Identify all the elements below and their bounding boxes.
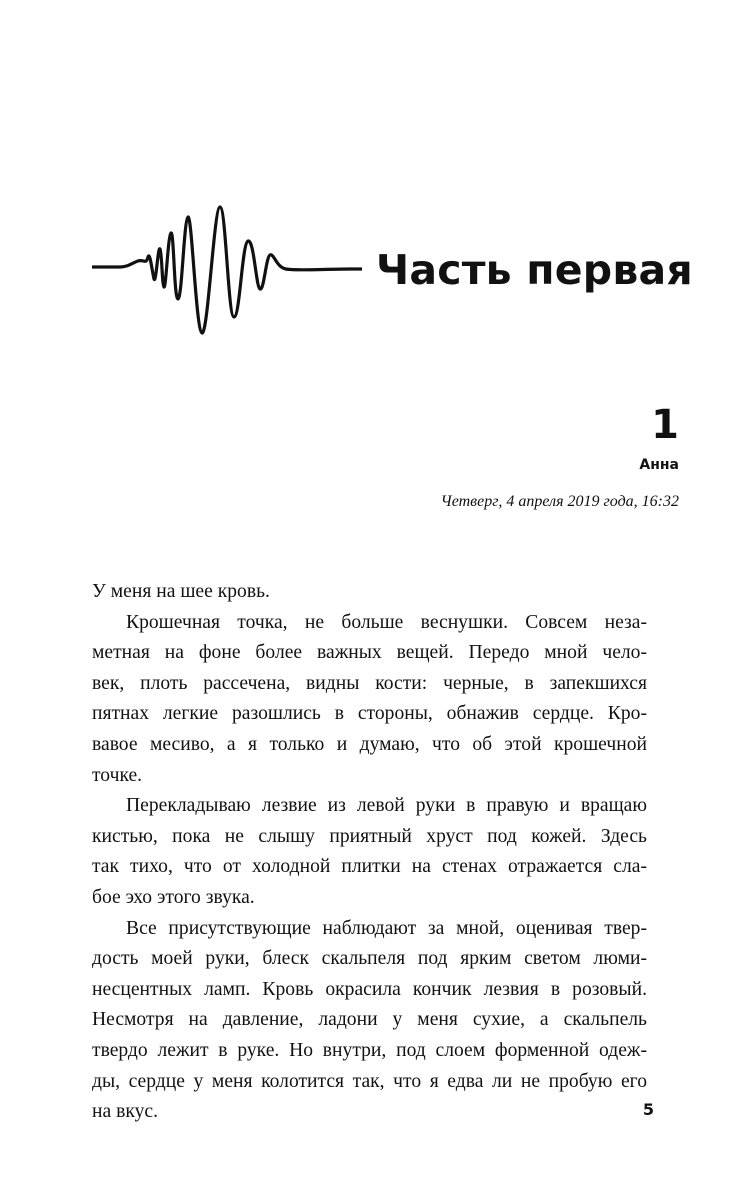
body-line: век, плоть рассечена, видны кости: черные, в запекшихся bbox=[92, 672, 647, 694]
body-line: так тихо, что от холодной плитки на стенах отражается сла- bbox=[92, 856, 647, 878]
body-line: дость моей руки, блеск скальпеля под ярким светом люми- bbox=[92, 948, 647, 970]
body-line: кистью, пока не слышу приятный хруст под кожей. Здесь bbox=[92, 825, 647, 847]
chapter-number: 1 bbox=[651, 402, 679, 448]
body-line: Все присутствующие наблюдают за мной, оценивая твер- bbox=[126, 917, 647, 939]
body-line: Крошечная точка, не больше веснушки. Совсем неза- bbox=[126, 611, 647, 633]
page-number: 5 bbox=[642, 1100, 654, 1119]
body-line: Несмотря на давление, ладони у меня сухие, а скальпель bbox=[92, 1009, 647, 1031]
body-line: ды, сердце у меня колотится так, что я едва ли не пробую его bbox=[92, 1070, 647, 1092]
chapter-body bbox=[92, 577, 647, 1128]
chapter-narrator: Анна bbox=[639, 457, 679, 473]
body-line: метная на фоне более важных вещей. Передо мной чело- bbox=[92, 642, 647, 664]
body-line: вавое месиво, а я только и думаю, что об этой крошечной bbox=[92, 733, 647, 755]
heartbeat-wave-icon bbox=[92, 205, 362, 340]
body-line: на вкус. bbox=[92, 1101, 158, 1123]
body-line: Перекладываю лезвие из левой руки в правую и вращаю bbox=[126, 795, 647, 817]
chapter-dateline: Четверг, 4 апреля 2019 года, 16:32 bbox=[440, 493, 679, 510]
body-line: У меня на шее кровь. bbox=[92, 581, 270, 602]
body-line: твердо лежит в руке. Но внутри, под слоем форменной одеж- bbox=[92, 1039, 647, 1061]
body-line: несцентных ламп. Кровь окрасила кончик лезвия в розовый. bbox=[92, 978, 647, 1000]
body-line: бое эхо этого звука. bbox=[92, 886, 255, 908]
body-line: пятнах легкие разошлись в стороны, обнажив сердце. Кро- bbox=[92, 703, 647, 725]
part-title: Часть первая bbox=[376, 246, 693, 294]
body-line: точке. bbox=[92, 764, 143, 786]
